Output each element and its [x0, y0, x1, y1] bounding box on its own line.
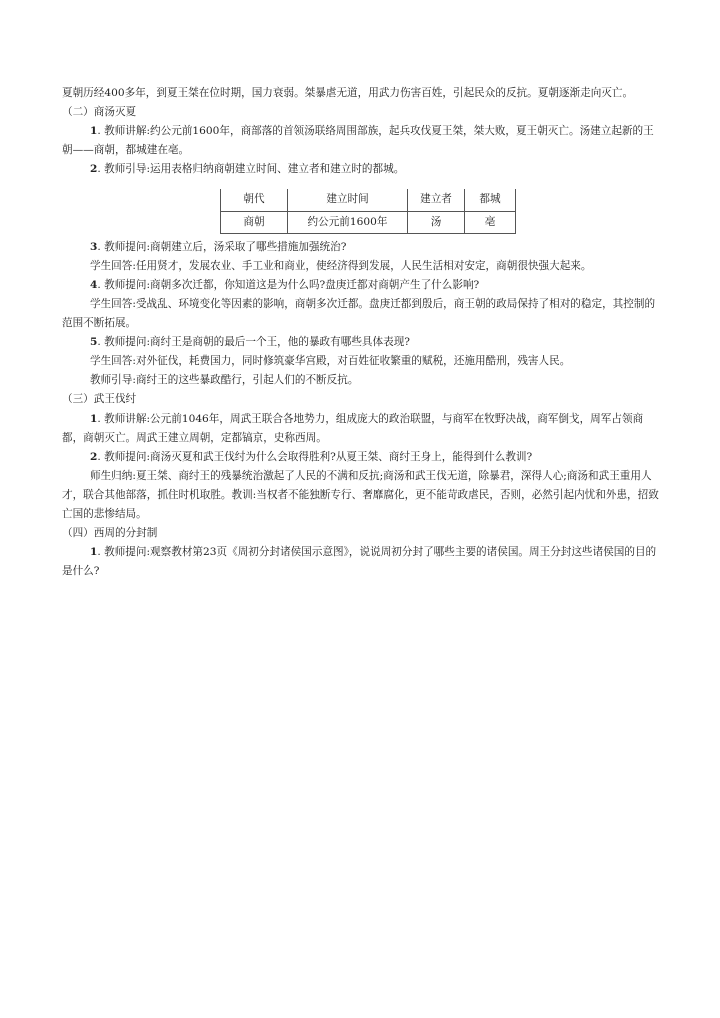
table-header-founder: 建立者 — [408, 189, 465, 211]
s2-item-2-text: . 教师引导:运用表格归纳商朝建立时间、建立者和建立时的都城。 — [97, 163, 405, 176]
s2-item-5-answer: 学生回答:对外征伐，耗费国力，同时修筑豪华宫殿，对百姓征收繁重的赋税，还施用酷刑，残害人民。 — [90, 355, 571, 368]
s4-item-1 — [62, 543, 662, 581]
s2-item-3-text: . 教师提问:商朝建立后，汤采取了哪些措施加强统治? — [97, 240, 347, 253]
s3-item-2-number: 2 — [90, 450, 98, 463]
s3-item-1-number: 1 — [90, 412, 98, 425]
table-cell-capital: 亳 — [465, 211, 516, 233]
table-cell-founder: 汤 — [408, 211, 465, 233]
s4-item-1-text: . 教师提问:观察教材第23页《周初分封诸侯国示意图》，说说周初分封了哪些主要的诸侯国。周王分封这些诸侯国的目的是什么? — [62, 546, 657, 578]
s2-item-2 — [62, 160, 662, 179]
table-header-capital: 都城 — [465, 189, 516, 211]
table-cell-time: 约公元前1600年 — [288, 211, 408, 233]
s2-item-1 — [62, 122, 662, 160]
table-header-time: 建立时间 — [288, 189, 408, 211]
table-row — [221, 211, 516, 233]
s2-item-1-number: 1 — [90, 125, 98, 138]
s2-item-4-text: . 教师提问:商朝多次迁都，你知道这是为什么吗?盘庚迁都对商朝产生了什么影响? — [97, 278, 480, 291]
section-heading-4: （四）西周的分封制 — [62, 527, 158, 540]
intro-paragraph: 夏朝历经400多年，到夏王桀在位时期，国力衰弱。桀暴虐无道，用武力伤害百姓，引起民众的反抗。夏朝逐渐走向灭亡。 — [62, 87, 634, 99]
s3-item-1 — [62, 410, 662, 448]
s2-item-2-number: 2 — [90, 163, 98, 176]
s4-item-1-number: 1 — [90, 546, 98, 559]
dynasty-table — [220, 189, 516, 233]
s3-item-2-answer: 师生归纳:夏王桀、商纣王的残暴统治激起了人民的不满和反抗;商汤和武王伐无道，除暴君，深得人心;商汤和武王重用人才，联合其他部落，抓住时机取胜。教训:当权者不能独断专行、奢靡腐化，更不能苛政虐民，否则，必然引起内忧和外患，招致亡国的悲惨结局。 — [62, 469, 659, 520]
s3-item-2-text: . 教师提问:商汤灭夏和武王伐纣为什么会取得胜利?从夏王桀、商纣王身上，能得到什么教训? — [97, 450, 533, 463]
table-header-row — [221, 189, 516, 211]
s2-item-4-number: 4 — [90, 278, 98, 291]
document-page — [62, 84, 662, 581]
s2-item-4 — [62, 276, 662, 295]
s2-item-5-number: 5 — [90, 336, 98, 349]
s2-item-5-guide: 教师引导:商纣王的这些暴政酷行，引起人们的不断反抗。 — [90, 374, 359, 387]
s2-item-3-answer: 学生回答:任用贤才，发展农业、手工业和商业，使经济得到发展，人民生活相对安定，商朝很快强大起来。 — [90, 259, 592, 272]
s2-item-5-text: . 教师提问:商纣王是商朝的最后一个王，他的暴政有哪些具体表现? — [97, 336, 410, 349]
s3-item-2 — [62, 448, 662, 467]
s2-item-1-text: . 教师讲解:约公元前1600年，商部落的首领汤联络周围部族，起兵攻伐夏王桀，桀大败，夏王朝灭亡。汤建立起新的王朝——商朝，都城建在亳。 — [62, 125, 654, 157]
s2-item-5 — [62, 333, 662, 352]
section-heading-2: （二）商汤灭夏 — [62, 106, 137, 119]
s2-item-4-answer: 学生回答:受战乱、环境变化等因素的影响，商朝多次迁都。盘庚迁都到殷后，商王朝的政局保持了相对的稳定，其控制的范围不断拓展。 — [62, 297, 656, 330]
s2-item-3 — [62, 238, 662, 257]
table-header-dynasty: 朝代 — [221, 189, 288, 211]
s3-item-1-text: . 教师讲解:公元前1046年，周武王联合各地势力，组成庞大的政治联盟，与商军在牧野决战，商军倒戈，周军占领商都，商朝灭亡。周武王建立周朝，定都镐京，史称西周。 — [62, 412, 644, 444]
s2-item-3-number: 3 — [90, 240, 98, 253]
dynasty-table-wrap — [62, 189, 662, 233]
table-cell-dynasty: 商朝 — [221, 211, 288, 233]
section-heading-3: （三）武王伐纣 — [62, 393, 137, 406]
